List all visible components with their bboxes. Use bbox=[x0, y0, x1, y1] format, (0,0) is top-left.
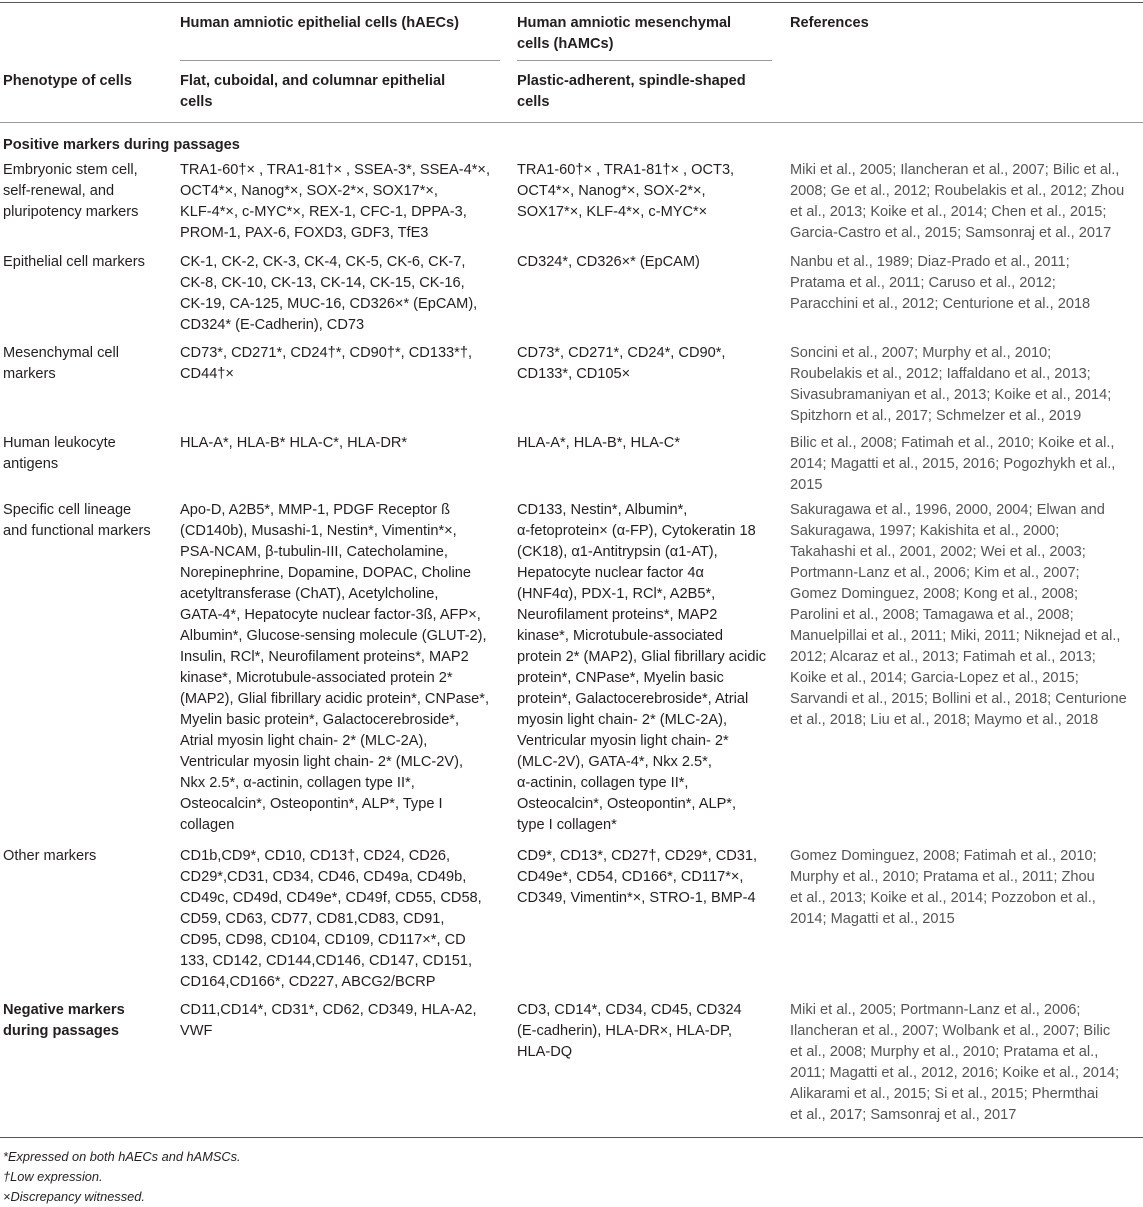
row-hAEC-markers-line: CD11,CD14*, CD31*, CD62, CD349, HLA-A2, bbox=[180, 1002, 477, 1018]
row-category-line: Specific cell lineage bbox=[3, 502, 132, 518]
row-hAEC-markers-line: collagen bbox=[180, 817, 235, 833]
row-category bbox=[3, 160, 168, 223]
row-hAEC-markers-line: (CD140b), Musashi-1, Nestin*, Vimentin*×, bbox=[180, 523, 457, 539]
row-hAEC-markers-line: TRA1-60†× , TRA1-81†× , SSEA-3*, SSEA-4*×, bbox=[180, 162, 491, 178]
row-hAMC-markers bbox=[517, 160, 772, 223]
header-hAMC-title-line1: Human amniotic mesenchymal bbox=[517, 15, 732, 31]
row-hAMC-markers-line: (HNF4α), PDX-1, RCl*, A2B5*, bbox=[517, 586, 716, 602]
row-hAMC-markers bbox=[517, 343, 772, 385]
row-hAMC-markers-line: TRA1-60†× , TRA1-81†× , OCT3, bbox=[517, 162, 735, 178]
row-hAEC-markers-line: Norepinephrine, Dopamine, DOPAC, Choline bbox=[180, 565, 471, 581]
row-references-line: Roubelakis et al., 2012; Iaffaldano et al., 2013; bbox=[790, 366, 1091, 382]
header-hAMC-title-line2: cells (hAMCs) bbox=[517, 36, 614, 52]
row-hAEC-markers-line: OCT4*×, Nanog*×, SOX-2*×, SOX17*×, bbox=[180, 183, 438, 199]
row-hAMC-markers-line: CD349, Vimentin*×, STRO-1, BMP-4 bbox=[517, 890, 756, 906]
row-hAEC-markers-line: Albumin*, Glucose-sensing molecule (GLUT-2), bbox=[180, 628, 487, 644]
row-references-line: Spitzhorn et al., 2017; Schmelzer et al., 2019 bbox=[790, 408, 1082, 424]
header-subrule-hAEC bbox=[180, 60, 500, 61]
row-hAMC-markers-line: protein*, Galactocerebroside*, Atrial bbox=[517, 691, 749, 707]
header-hAMC-phenotype-line2: cells bbox=[517, 94, 550, 110]
row-references-line: Miki et al., 2005; Ilancheran et al., 2007; Bilic et al., bbox=[790, 162, 1120, 178]
row-hAMC-markers-line: CD324*, CD326×* (EpCAM) bbox=[517, 254, 700, 270]
row-hAMC-markers-line: Neurofilament proteins*, MAP2 bbox=[517, 607, 718, 623]
row-hAEC-markers-line: Insulin, RCl*, Neurofilament proteins*, MAP2 bbox=[180, 649, 469, 665]
row-hAMC-markers-line: CD73*, CD271*, CD24*, CD90*, bbox=[517, 345, 726, 361]
row-hAEC-markers bbox=[180, 160, 502, 244]
row-references-line: Bilic et al., 2008; Fatimah et al., 2010; Koike et al., bbox=[790, 435, 1115, 451]
negative-markers-label bbox=[3, 1000, 168, 1042]
row-references-line: Sarvandi et al., 2015; Bollini et al., 2018; Centurione bbox=[790, 691, 1127, 707]
row-hAEC-markers-line: CD44†× bbox=[180, 366, 234, 382]
row-references-line: 2011; Magatti et al., 2012, 2016; Koike et al., 2014; bbox=[790, 1065, 1120, 1081]
row-category bbox=[3, 343, 168, 385]
footnotes bbox=[3, 1147, 241, 1207]
row-hAEC-markers-line: Osteocalcin*, Osteopontin*, ALP*, Type I bbox=[180, 796, 443, 812]
row-references-line: Nanbu et al., 1989; Diaz-Prado et al., 2011; bbox=[790, 254, 1070, 270]
row-hAMC-markers-line: CD133*, CD105× bbox=[517, 366, 631, 382]
row-hAEC-markers-line: Atrial myosin light chain- 2* (MLC-2A), bbox=[180, 733, 428, 749]
row-hAEC-markers-line: PROM-1, PAX-6, FOXD3, GDF3, TfE3 bbox=[180, 225, 429, 241]
row-hAEC-markers-line: CD324* (E-Cadherin), CD73 bbox=[180, 317, 365, 333]
row-hAEC-markers bbox=[180, 1000, 502, 1042]
header-phenotype-label: Phenotype of cells bbox=[3, 73, 132, 89]
header-hAMC-phenotype-line1: Plastic-adherent, spindle-shaped bbox=[517, 73, 746, 89]
row-references-line: Takahashi et al., 2001, 2002; Wei et al., 2003; bbox=[790, 544, 1086, 560]
footnote-low: †Low expression. bbox=[3, 1169, 103, 1184]
row-references-line: Murphy et al., 2010; Pratama et al., 2011; Zhou bbox=[790, 869, 1095, 885]
row-references-line: 2008; Ge et al., 2012; Roubelakis et al., 2012; Zhou bbox=[790, 183, 1125, 199]
header-hAEC-phenotype-line2: cells bbox=[180, 94, 213, 110]
row-references-line: Koike et al., 2014; Garcia-Lopez et al., 2015; bbox=[790, 670, 1079, 686]
row-references bbox=[790, 160, 1140, 244]
row-category bbox=[3, 846, 168, 867]
row-hAMC-markers bbox=[517, 252, 772, 273]
row-hAEC-markers-line: GATA-4*, Hepatocyte nuclear factor-3ß, AFP×, bbox=[180, 607, 481, 623]
row-references-line: Ilancheran et al., 2007; Wolbank et al., 2007; Bilic bbox=[790, 1023, 1111, 1039]
row-references-line: Pratama et al., 2011; Caruso et al., 2012; bbox=[790, 275, 1056, 291]
row-hAEC-markers-line: (MAP2), Glial fibrillary acidic protein*, CNPase*, bbox=[180, 691, 489, 707]
row-category-line: pluripotency markers bbox=[3, 204, 139, 220]
row-hAMC-markers-line: HLA-DQ bbox=[517, 1044, 573, 1060]
row-hAMC-markers bbox=[517, 433, 772, 454]
row-hAMC-markers-line: Hepatocyte nuclear factor 4α bbox=[517, 565, 704, 581]
row-references-line: 2014; Magatti et al., 2015, 2016; Pogozhykh et al., bbox=[790, 456, 1116, 472]
row-hAMC-markers-line: CD9*, CD13*, CD27†, CD29*, CD31, bbox=[517, 848, 758, 864]
row-hAEC-markers bbox=[180, 252, 502, 336]
row-category-line: Other markers bbox=[3, 848, 97, 864]
row-hAMC-markers bbox=[517, 500, 772, 836]
row-references bbox=[790, 252, 1140, 315]
row-hAEC-markers bbox=[180, 846, 502, 993]
row-hAEC-markers-line: 133, CD142, CD144,CD146, CD147, CD151, bbox=[180, 953, 473, 969]
row-hAMC-markers-line: α-actinin, collagen type II*, bbox=[517, 775, 689, 791]
row-hAEC-markers-line: Ventricular myosin light chain- 2* (MLC-2V), bbox=[180, 754, 464, 770]
row-references-line: Miki et al., 2005; Portmann-Lanz et al., 2006; bbox=[790, 1002, 1081, 1018]
row-category-line: self-renewal, and bbox=[3, 183, 115, 199]
row-references-line: Soncini et al., 2007; Murphy et al., 2010; bbox=[790, 345, 1052, 361]
row-hAMC-markers-line: (E-cadherin), HLA-DR×, HLA-DP, bbox=[517, 1023, 733, 1039]
row-hAEC-markers-line: kinase*, Microtubule-associated protein 2* bbox=[180, 670, 453, 686]
row-category bbox=[3, 252, 168, 273]
row-hAEC-markers-line: KLF-4*×, c-MYC*×, REX-1, CFC-1, DPPA-3, bbox=[180, 204, 467, 220]
row-hAEC-markers-line: CD164,CD166*, CD227, ABCG2/BCRP bbox=[180, 974, 436, 990]
row-hAMC-markers-line: CD49e*, CD54, CD166*, CD117*×, bbox=[517, 869, 744, 885]
row-hAEC-markers-line: Nkx 2.5*, α-actinin, collagen type II*, bbox=[180, 775, 415, 791]
row-references-line: et al., 2017; Samsonraj et al., 2017 bbox=[790, 1107, 1017, 1123]
row-hAMC-markers-line: kinase*, Microtubule-associated bbox=[517, 628, 724, 644]
row-hAMC-markers-line: type I collagen* bbox=[517, 817, 617, 833]
row-hAMC-markers-line: CD3, CD14*, CD34, CD45, CD324 bbox=[517, 1002, 742, 1018]
row-hAEC-markers-line: VWF bbox=[180, 1023, 213, 1039]
row-references bbox=[790, 433, 1140, 496]
row-hAEC-markers-line: HLA-A*, HLA-B* HLA-C*, HLA-DR* bbox=[180, 435, 408, 451]
row-references bbox=[790, 846, 1140, 930]
row-hAEC-markers-line: Apo-D, A2B5*, MMP-1, PDGF Receptor ß bbox=[180, 502, 451, 518]
row-hAMC-markers bbox=[517, 1000, 772, 1063]
row-hAMC-markers-line: CD133, Nestin*, Albumin*, bbox=[517, 502, 688, 518]
row-hAEC-markers-line: CD95, CD98, CD104, CD109, CD117×*, CD bbox=[180, 932, 466, 948]
row-references-line: Parolini et al., 2008; Tamagawa et al., 2008; bbox=[790, 607, 1074, 623]
row-hAMC-markers-line: SOX17*×, KLF-4*×, c-MYC*× bbox=[517, 204, 708, 220]
row-hAEC-markers-line: CD59, CD63, CD77, CD81,CD83, CD91, bbox=[180, 911, 445, 927]
footnote-discrepancy: ×Discrepancy witnessed. bbox=[3, 1189, 145, 1204]
row-category-line: Human leukocyte bbox=[3, 435, 116, 451]
row-references-line: Sivasubramaniyan et al., 2013; Koike et al., 2014; bbox=[790, 387, 1112, 403]
row-references-line: Gomez Dominguez, 2008; Fatimah et al., 2010; bbox=[790, 848, 1097, 864]
row-references-line: Garcia-Castro et al., 2015; Samsonraj et al., 2017 bbox=[790, 225, 1112, 241]
row-hAEC-markers-line: CK-19, CA-125, MUC-16, CD326×* (EpCAM), bbox=[180, 296, 478, 312]
section-positive-markers: Positive markers during passages bbox=[3, 137, 240, 153]
row-references bbox=[790, 500, 1140, 731]
row-references-line: Alikarami et al., 2015; Si et al., 2015; Phermthai bbox=[790, 1086, 1099, 1102]
row-category-line: and functional markers bbox=[3, 523, 151, 539]
row-references-line: 2012; Alcaraz et al., 2013; Fatimah et al., 2013; bbox=[790, 649, 1096, 665]
header-hAEC-title: Human amniotic epithelial cells (hAECs) bbox=[180, 15, 459, 31]
footnote-both: *Expressed on both hAECs and hAMSCs. bbox=[3, 1149, 241, 1164]
row-hAMC-markers-line: Ventricular myosin light chain- 2* bbox=[517, 733, 729, 749]
row-hAEC-markers-line: CK-8, CK-10, CK-13, CK-14, CK-15, CK-16, bbox=[180, 275, 465, 291]
row-references-line: Sakuragawa, 1997; Kakishita et al., 2000; bbox=[790, 523, 1060, 539]
row-references bbox=[790, 343, 1140, 427]
row-category-line: antigens bbox=[3, 456, 59, 472]
row-hAEC-markers-line: CD73*, CD271*, CD24†*, CD90†*, CD133*†, bbox=[180, 345, 473, 361]
row-hAEC-markers bbox=[180, 343, 502, 385]
row-hAMC-markers-line: myosin light chain- 2* (MLC-2A), bbox=[517, 712, 728, 728]
header-references: References bbox=[790, 15, 869, 31]
table-top-rule bbox=[0, 2, 1143, 3]
row-category-line: Mesenchymal cell bbox=[3, 345, 119, 361]
row-category-line: Embryonic stem cell, bbox=[3, 162, 138, 178]
row-hAMC-markers-line: α-fetoprotein× (α-FP), Cytokeratin 18 bbox=[517, 523, 756, 539]
row-references-line: et al., 2013; Koike et al., 2014; Pozzobon et al., bbox=[790, 890, 1096, 906]
negative-markers-label-line: during passages bbox=[3, 1023, 119, 1039]
row-hAEC-markers-line: acetyltransferase (ChAT), Acetylcholine, bbox=[180, 586, 439, 602]
row-hAEC-markers bbox=[180, 500, 502, 836]
row-references-line: et al., 2008; Murphy et al., 2010; Pratama et al., bbox=[790, 1044, 1099, 1060]
row-references bbox=[790, 1000, 1140, 1126]
row-references-line: Sakuragawa et al., 1996, 2000, 2004; Elwan and bbox=[790, 502, 1105, 518]
row-hAMC-markers-line: protein 2* (MAP2), Glial fibrillary acidic bbox=[517, 649, 766, 665]
row-hAEC-markers-line: Myelin basic protein*, Galactocerebroside*, bbox=[180, 712, 460, 728]
row-references-line: Gomez Dominguez, 2008; Kong et al., 2008; bbox=[790, 586, 1078, 602]
row-hAMC-markers-line: protein*, CNPase*, Myelin basic bbox=[517, 670, 724, 686]
row-hAMC-markers-line: OCT4*×, Nanog*×, SOX-2*×, bbox=[517, 183, 706, 199]
row-references-line: et al., 2013; Koike et al., 2014; Chen et al., 2015; bbox=[790, 204, 1107, 220]
row-references-line: Portmann-Lanz et al., 2006; Kim et al., 2007; bbox=[790, 565, 1080, 581]
row-hAEC-markers bbox=[180, 433, 502, 454]
negative-markers-label-line: Negative markers bbox=[3, 1002, 125, 1018]
row-hAEC-markers-line: CD1b,CD9*, CD10, CD13†, CD24, CD26, bbox=[180, 848, 451, 864]
row-hAEC-markers-line: PSA-NCAM, β-tubulin-III, Catecholamine, bbox=[180, 544, 448, 560]
row-hAMC-markers-line: HLA-A*, HLA-B*, HLA-C* bbox=[517, 435, 681, 451]
row-hAMC-markers-line: Osteocalcin*, Osteopontin*, ALP*, bbox=[517, 796, 737, 812]
header-bottom-rule bbox=[0, 122, 1143, 123]
row-hAMC-markers bbox=[517, 846, 772, 909]
row-references-line: Manuelpillai et al., 2011; Miki, 2011; Niknejad et al., bbox=[790, 628, 1121, 644]
header-hAEC-phenotype-line1: Flat, cuboidal, and columnar epithelial bbox=[180, 73, 446, 89]
table-bottom-rule bbox=[0, 1137, 1143, 1138]
row-hAEC-markers-line: CK-1, CK-2, CK-3, CK-4, CK-5, CK-6, CK-7, bbox=[180, 254, 466, 270]
row-category-line: markers bbox=[3, 366, 56, 382]
row-hAMC-markers-line: (MLC-2V), GATA-4*, Nkx 2.5*, bbox=[517, 754, 712, 770]
row-hAEC-markers-line: CD29*,CD31, CD34, CD46, CD49a, CD49b, bbox=[180, 869, 467, 885]
row-hAMC-markers-line: (CK18), α1-Antitrypsin (α1-AT), bbox=[517, 544, 718, 560]
row-category bbox=[3, 500, 168, 542]
row-references-line: Paracchini et al., 2012; Centurione et al., 2018 bbox=[790, 296, 1091, 312]
header-subrule-hAMC bbox=[517, 60, 772, 61]
row-references-line: et al., 2018; Liu et al., 2018; Maymo et al., 2018 bbox=[790, 712, 1099, 728]
row-references-line: 2015 bbox=[790, 477, 823, 493]
row-references-line: 2014; Magatti et al., 2015 bbox=[790, 911, 955, 927]
row-hAEC-markers-line: CD49c, CD49d, CD49e*, CD49f, CD55, CD58, bbox=[180, 890, 482, 906]
row-category-line: Epithelial cell markers bbox=[3, 254, 145, 270]
row-category bbox=[3, 433, 168, 475]
